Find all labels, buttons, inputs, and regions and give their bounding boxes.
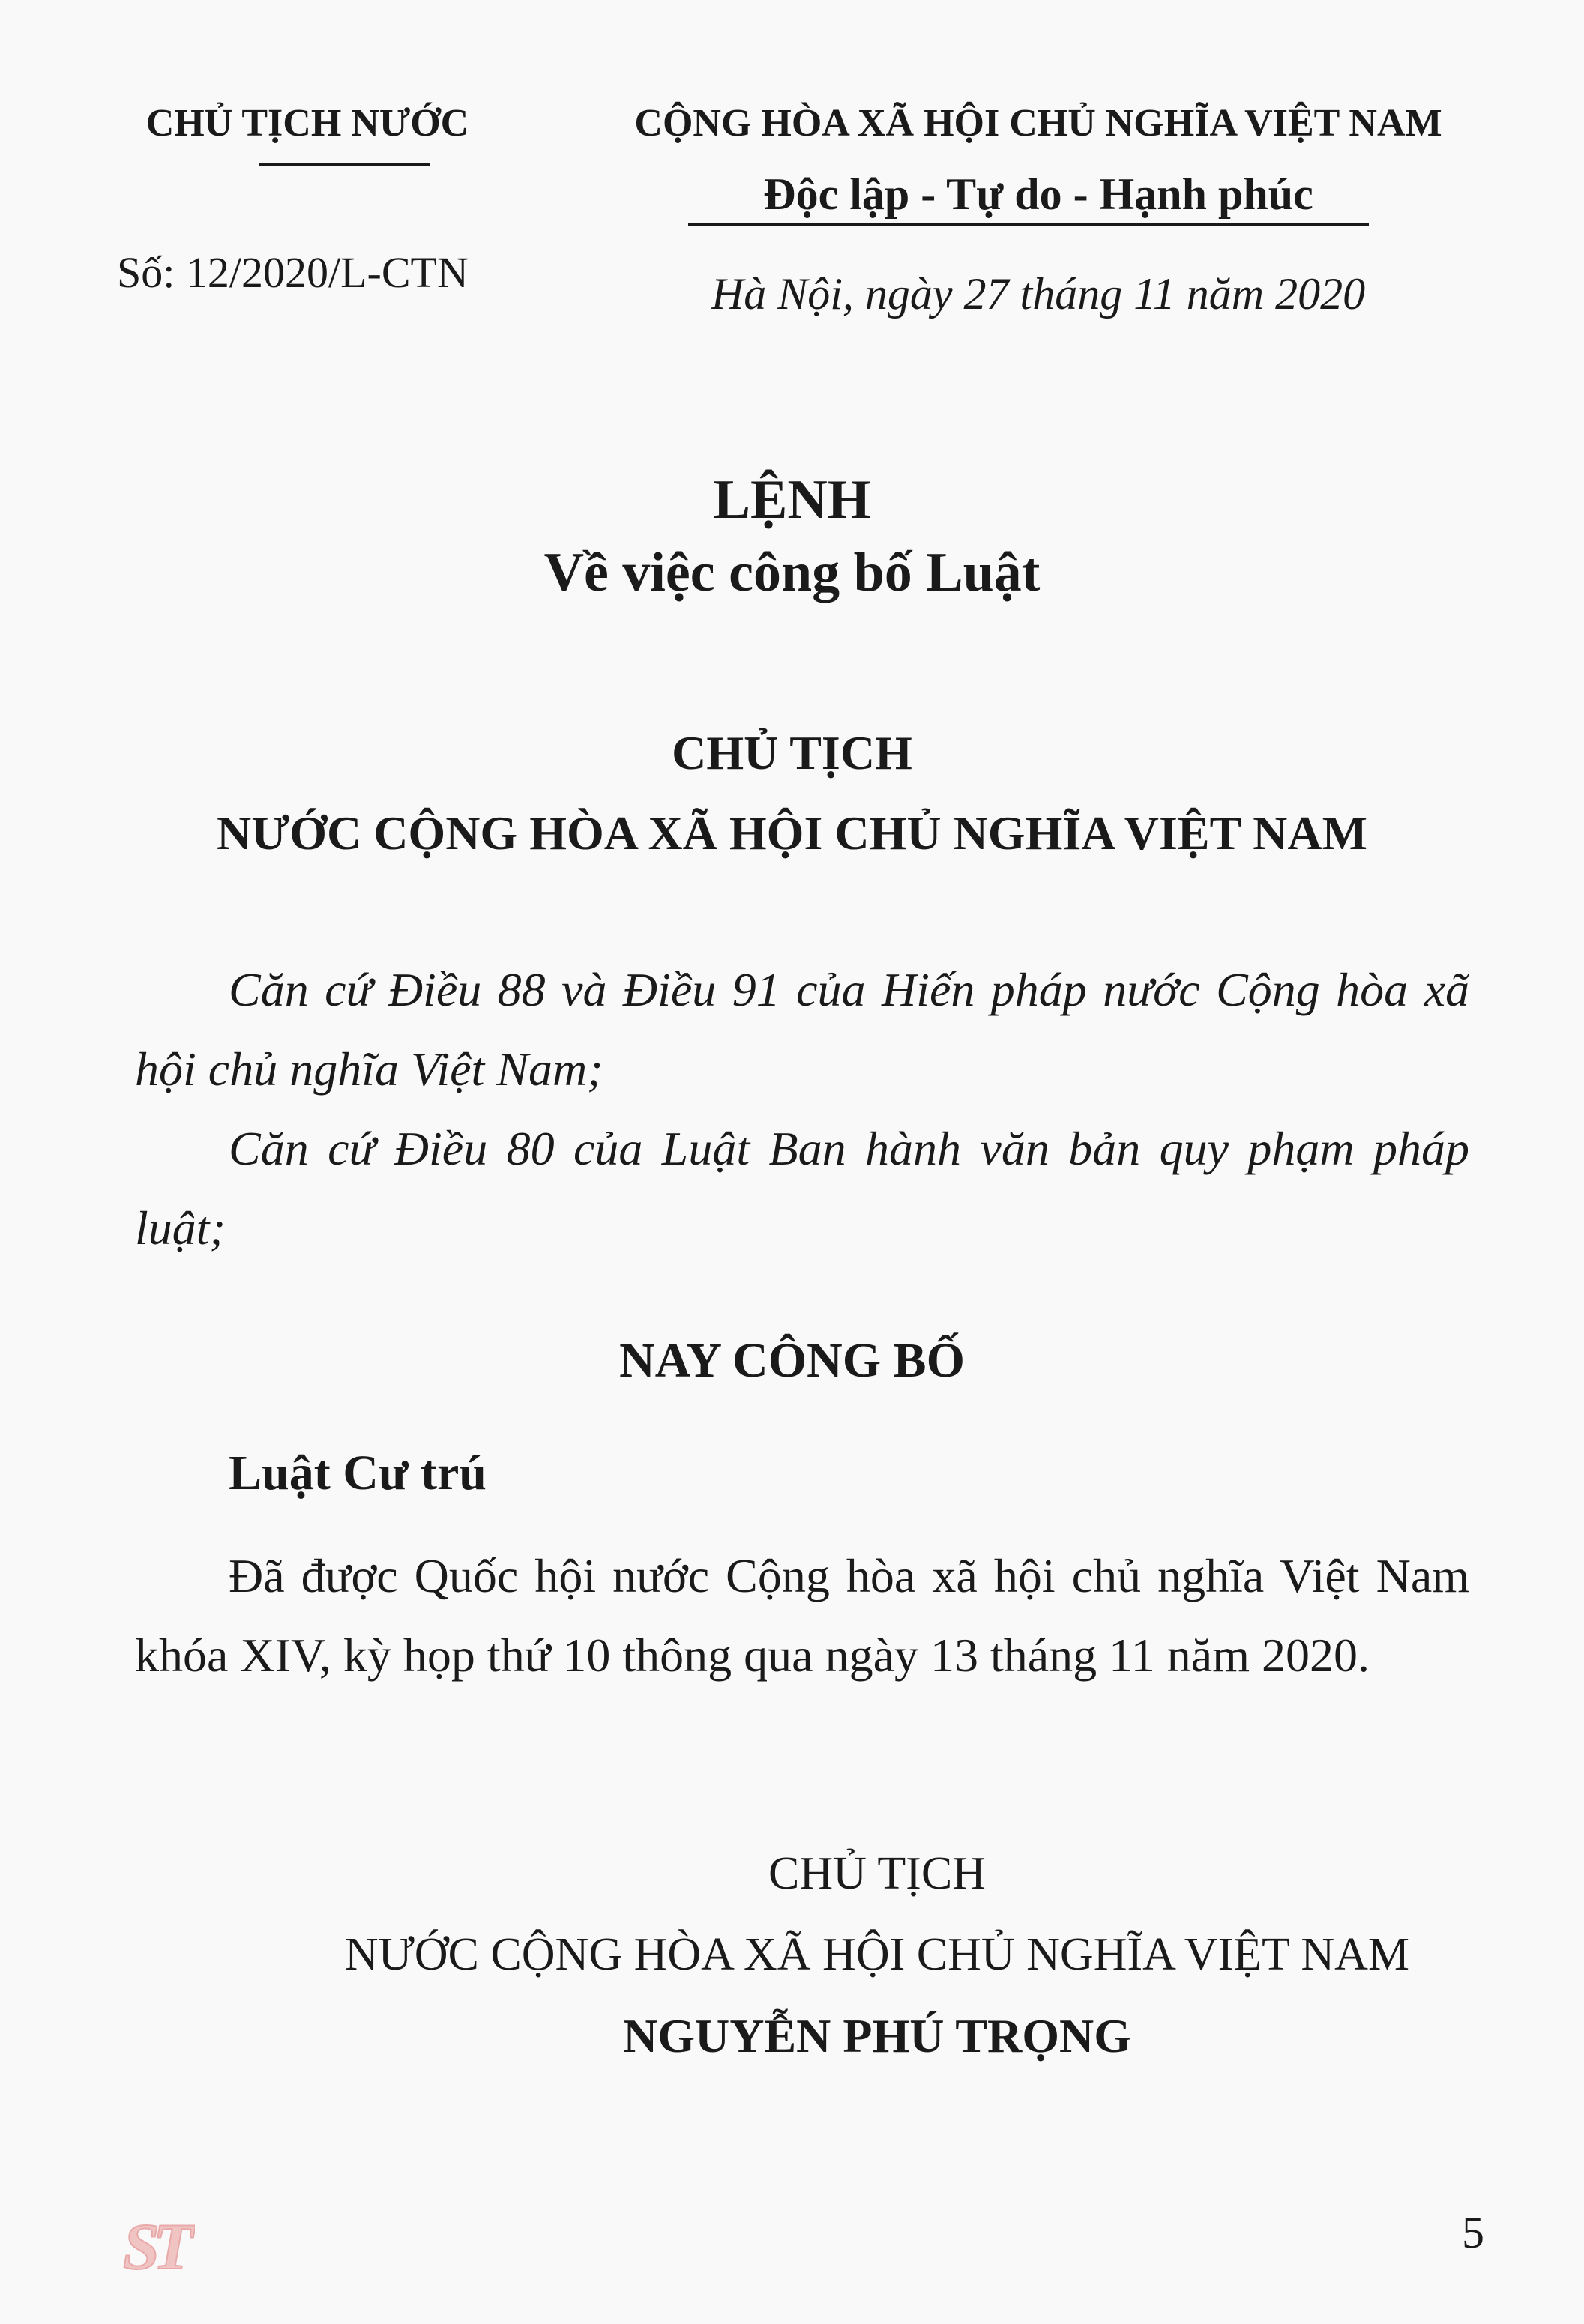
issuer-heading-line2: NƯỚC CỘNG HÒA XÃ HỘI CHỦ NGHĨA VIỆT NAM (217, 806, 1367, 860)
issue-date: Hà Nội, ngày 27 tháng 11 năm 2020 (711, 269, 1366, 319)
issuer-heading-line1: CHỦ TỊCH (672, 726, 912, 779)
document-number: Số: 12/2020/L-CTN (117, 248, 469, 297)
signature-title-line2: NƯỚC CỘNG HÒA XÃ HỘI CHỦ NGHĨA VIỆT NAM (344, 1929, 1410, 1980)
legal-basis-paragraph: Căn cứ Điều 88 và Điều 91 của Hiến pháp nước Cộng hòa xã hội chủ nghĩa Việt Nam; (135, 963, 1469, 1096)
svg-text:S: S (123, 2211, 160, 2282)
motto-underline (688, 223, 1369, 226)
legal-basis-paragraph: Căn cứ Điều 80 của Luật Ban hành văn bản quy phạm pháp luật; (135, 1122, 1469, 1255)
national-motto: Độc lập - Tự do - Hạnh phúc (763, 169, 1313, 219)
st-publisher-logo-icon (120, 2207, 195, 2282)
proclamation-heading: NAY CÔNG BỐ (619, 1333, 965, 1388)
signer-name: NGUYỄN PHÚ TRỌNG (623, 2009, 1131, 2062)
issuing-authority: CHỦ TỊCH NƯỚC (145, 102, 469, 145)
document-title: LỆNH (713, 469, 871, 531)
authority-underline (259, 163, 430, 166)
adoption-paragraph: Đã được Quốc hội nước Cộng hòa xã hội chủ nghĩa Việt Nam khóa XIV, kỳ họp thứ 10 thông qua ngày 13 tháng 11 năm 2020. (135, 1549, 1469, 1682)
document-subtitle: Về việc công bố Luật (543, 542, 1041, 603)
page-number: 5 (1462, 2208, 1484, 2257)
law-name: Luật Cư trú (229, 1446, 487, 1500)
country-name: CỘNG HÒA XÃ HỘI CHỦ NGHĨA VIỆT NAM (634, 102, 1442, 145)
svg-text:T: T (153, 2211, 193, 2282)
signature-title-line1: CHỦ TỊCH (768, 1848, 986, 1899)
